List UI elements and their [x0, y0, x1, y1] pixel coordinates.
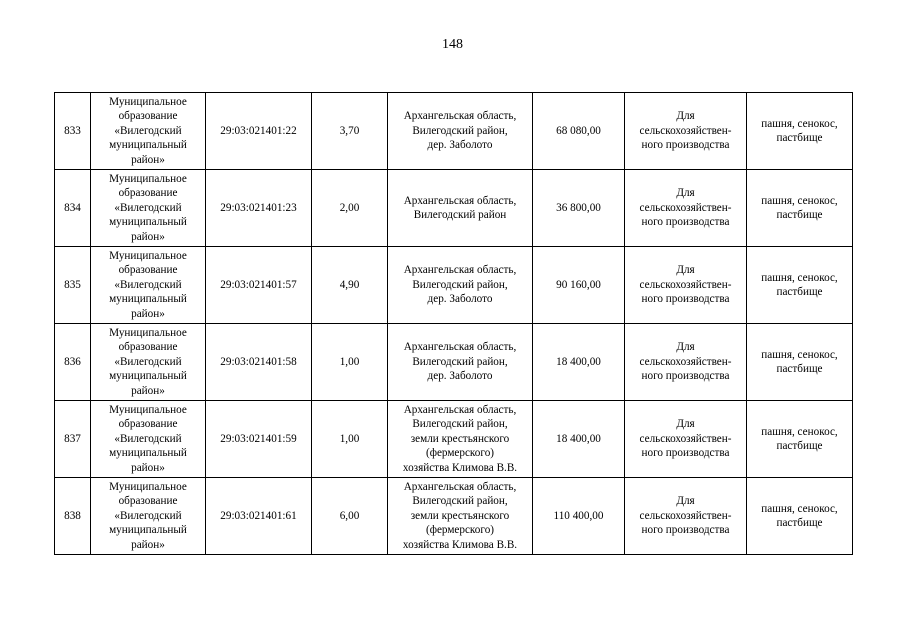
owner-line: «Вилегодский [114, 509, 182, 522]
address-line: Вилегодский район, [412, 418, 508, 431]
owner-line: район» [131, 384, 165, 397]
land-purpose-line: ного производства [641, 370, 730, 383]
owner-line: «Вилегодский [114, 201, 182, 214]
cadastral-number-cell: 29:03:021401:58 [206, 324, 312, 401]
address-line: дер. Заболото [427, 293, 493, 306]
owner-cell [91, 247, 206, 324]
cadastral-number-cell: 29:03:021401:59 [206, 401, 312, 478]
area-cell: 6,00 [312, 478, 388, 555]
address-cell [388, 247, 533, 324]
address-cell [388, 401, 533, 478]
address-line: Архангельская область, [403, 110, 517, 123]
row-number-cell: 833 [55, 93, 91, 170]
row-number-cell: 835 [55, 247, 91, 324]
cadastral-value-cell: 36 800,00 [533, 170, 625, 247]
owner-cell [91, 324, 206, 401]
area-cell: 3,70 [312, 93, 388, 170]
owner-line: Муниципальное [109, 95, 187, 108]
address-cell [388, 478, 533, 555]
address-line: земли крестьянского [410, 509, 510, 522]
address-line: дер. Заболото [427, 139, 493, 152]
land-purpose-line: Для [676, 495, 695, 508]
address-line: Архангельская область, [403, 194, 517, 207]
owner-line: муниципальный [109, 524, 187, 537]
owner-line: образование [118, 264, 178, 277]
land-use-line: пашня, сенокос, [761, 117, 838, 130]
land-purpose-cell [625, 478, 747, 555]
address-line: хозяйства Климова В.В. [402, 461, 518, 474]
address-line: земли крестьянского [410, 432, 510, 445]
owner-line: Муниципальное [109, 172, 187, 185]
row-number-cell: 834 [55, 170, 91, 247]
cadastral-value-cell: 90 160,00 [533, 247, 625, 324]
land-use-line: пастбище [776, 286, 823, 298]
area-cell: 2,00 [312, 170, 388, 247]
owner-line: образование [118, 418, 178, 431]
owner-line: «Вилегодский [114, 355, 182, 368]
owner-line: муниципальный [109, 216, 187, 229]
address-cell [388, 93, 533, 170]
land-purpose-line: сельскохозяйствен- [639, 432, 732, 445]
owner-line: Муниципальное [109, 480, 187, 493]
address-line: Архангельская область, [403, 403, 517, 416]
land-purpose-cell [625, 93, 747, 170]
land-purpose-line: Для [676, 110, 695, 123]
address-line: (фермерского) [425, 447, 495, 460]
land-use-line: пашня, сенокос, [761, 271, 838, 284]
cadastral-value-cell: 18 400,00 [533, 401, 625, 478]
table-row [55, 478, 853, 555]
land-purpose-line: сельскохозяйствен- [639, 278, 732, 291]
address-line: (фермерского) [425, 524, 495, 537]
table-row [55, 170, 853, 247]
cadastral-number-cell: 29:03:021401:23 [206, 170, 312, 247]
address-cell [388, 324, 533, 401]
row-number-cell: 837 [55, 401, 91, 478]
address-line: Вилегодский район, [412, 495, 508, 508]
table-row [55, 93, 853, 170]
address-line: дер. Заболото [427, 370, 493, 383]
land-use-line: пастбище [776, 363, 823, 375]
land-use-cell [747, 247, 853, 324]
land-purpose-line: сельскохозяйствен- [639, 201, 732, 214]
cadastral-value-cell: 68 080,00 [533, 93, 625, 170]
owner-line: район» [131, 153, 165, 166]
land-use-cell [747, 401, 853, 478]
owner-line: муниципальный [109, 139, 187, 152]
land-purpose-line: сельскохозяйствен- [639, 509, 732, 522]
land-use-line: пашня, сенокос, [761, 425, 838, 438]
owner-line: «Вилегодский [114, 278, 182, 291]
owner-cell [91, 478, 206, 555]
owner-line: образование [118, 495, 178, 508]
land-purpose-line: ного производства [641, 293, 730, 306]
address-cell [388, 170, 533, 247]
owner-cell [91, 170, 206, 247]
table-row [55, 324, 853, 401]
address-line: хозяйства Климова В.В. [402, 538, 518, 551]
land-use-line: пастбище [776, 440, 823, 452]
cadastral-number-cell: 29:03:021401:22 [206, 93, 312, 170]
area-cell: 1,00 [312, 324, 388, 401]
land-purpose-cell [625, 401, 747, 478]
land-purpose-line: ного производства [641, 524, 730, 537]
land-purpose-line: Для [676, 341, 695, 354]
land-use-line: пашня, сенокос, [761, 194, 838, 207]
land-purpose-line: ного производства [641, 139, 730, 152]
address-line: Вилегодский район, [412, 124, 508, 137]
owner-line: образование [118, 110, 178, 123]
owner-line: образование [118, 341, 178, 354]
cadastral-number-cell: 29:03:021401:61 [206, 478, 312, 555]
owner-line: муниципальный [109, 293, 187, 306]
table-row [55, 401, 853, 478]
land-use-line: пастбище [776, 209, 823, 221]
owner-line: район» [131, 538, 165, 551]
land-purpose-line: ного производства [641, 447, 730, 460]
address-line: Вилегодский район [413, 209, 507, 221]
cadastral-value-cell: 18 400,00 [533, 324, 625, 401]
owner-line: район» [131, 230, 165, 243]
row-number-cell: 836 [55, 324, 91, 401]
owner-line: «Вилегодский [114, 432, 182, 445]
land-purpose-line: сельскохозяйствен- [639, 355, 732, 368]
owner-line: Муниципальное [109, 403, 187, 416]
area-cell: 4,90 [312, 247, 388, 324]
land-use-cell [747, 93, 853, 170]
land-registry-table [54, 92, 853, 555]
cadastral-number-cell: 29:03:021401:57 [206, 247, 312, 324]
address-line: Архангельская область, [403, 264, 517, 277]
land-purpose-line: Для [676, 187, 695, 200]
land-use-cell [747, 170, 853, 247]
table-body [55, 93, 853, 555]
address-line: Архангельская область, [403, 341, 517, 354]
land-purpose-cell [625, 170, 747, 247]
land-purpose-cell [625, 324, 747, 401]
owner-cell [91, 93, 206, 170]
cadastral-value-cell: 110 400,00 [533, 478, 625, 555]
land-purpose-line: сельскохозяйствен- [639, 124, 732, 137]
owner-line: район» [131, 307, 165, 320]
owner-line: Муниципальное [109, 326, 187, 339]
land-use-line: пастбище [776, 517, 823, 529]
owner-line: «Вилегодский [114, 124, 182, 137]
land-purpose-cell [625, 247, 747, 324]
land-purpose-line: Для [676, 418, 695, 431]
land-purpose-line: Для [676, 264, 695, 277]
owner-line: Муниципальное [109, 249, 187, 262]
land-purpose-line: ного производства [641, 216, 730, 229]
row-number-cell: 838 [55, 478, 91, 555]
owner-line: район» [131, 461, 165, 474]
land-use-cell [747, 324, 853, 401]
owner-line: муниципальный [109, 447, 187, 460]
owner-line: образование [118, 187, 178, 200]
address-line: Вилегодский район, [412, 278, 508, 291]
land-use-line: пашня, сенокос, [761, 502, 838, 515]
land-use-line: пашня, сенокос, [761, 348, 838, 361]
page-number: 148 [442, 37, 463, 52]
area-cell: 1,00 [312, 401, 388, 478]
address-line: Архангельская область, [403, 480, 517, 493]
address-line: Вилегодский район, [412, 355, 508, 368]
table-row [55, 247, 853, 324]
owner-cell [91, 401, 206, 478]
land-use-line: пастбище [776, 132, 823, 144]
land-use-cell [747, 478, 853, 555]
owner-line: муниципальный [109, 370, 187, 383]
